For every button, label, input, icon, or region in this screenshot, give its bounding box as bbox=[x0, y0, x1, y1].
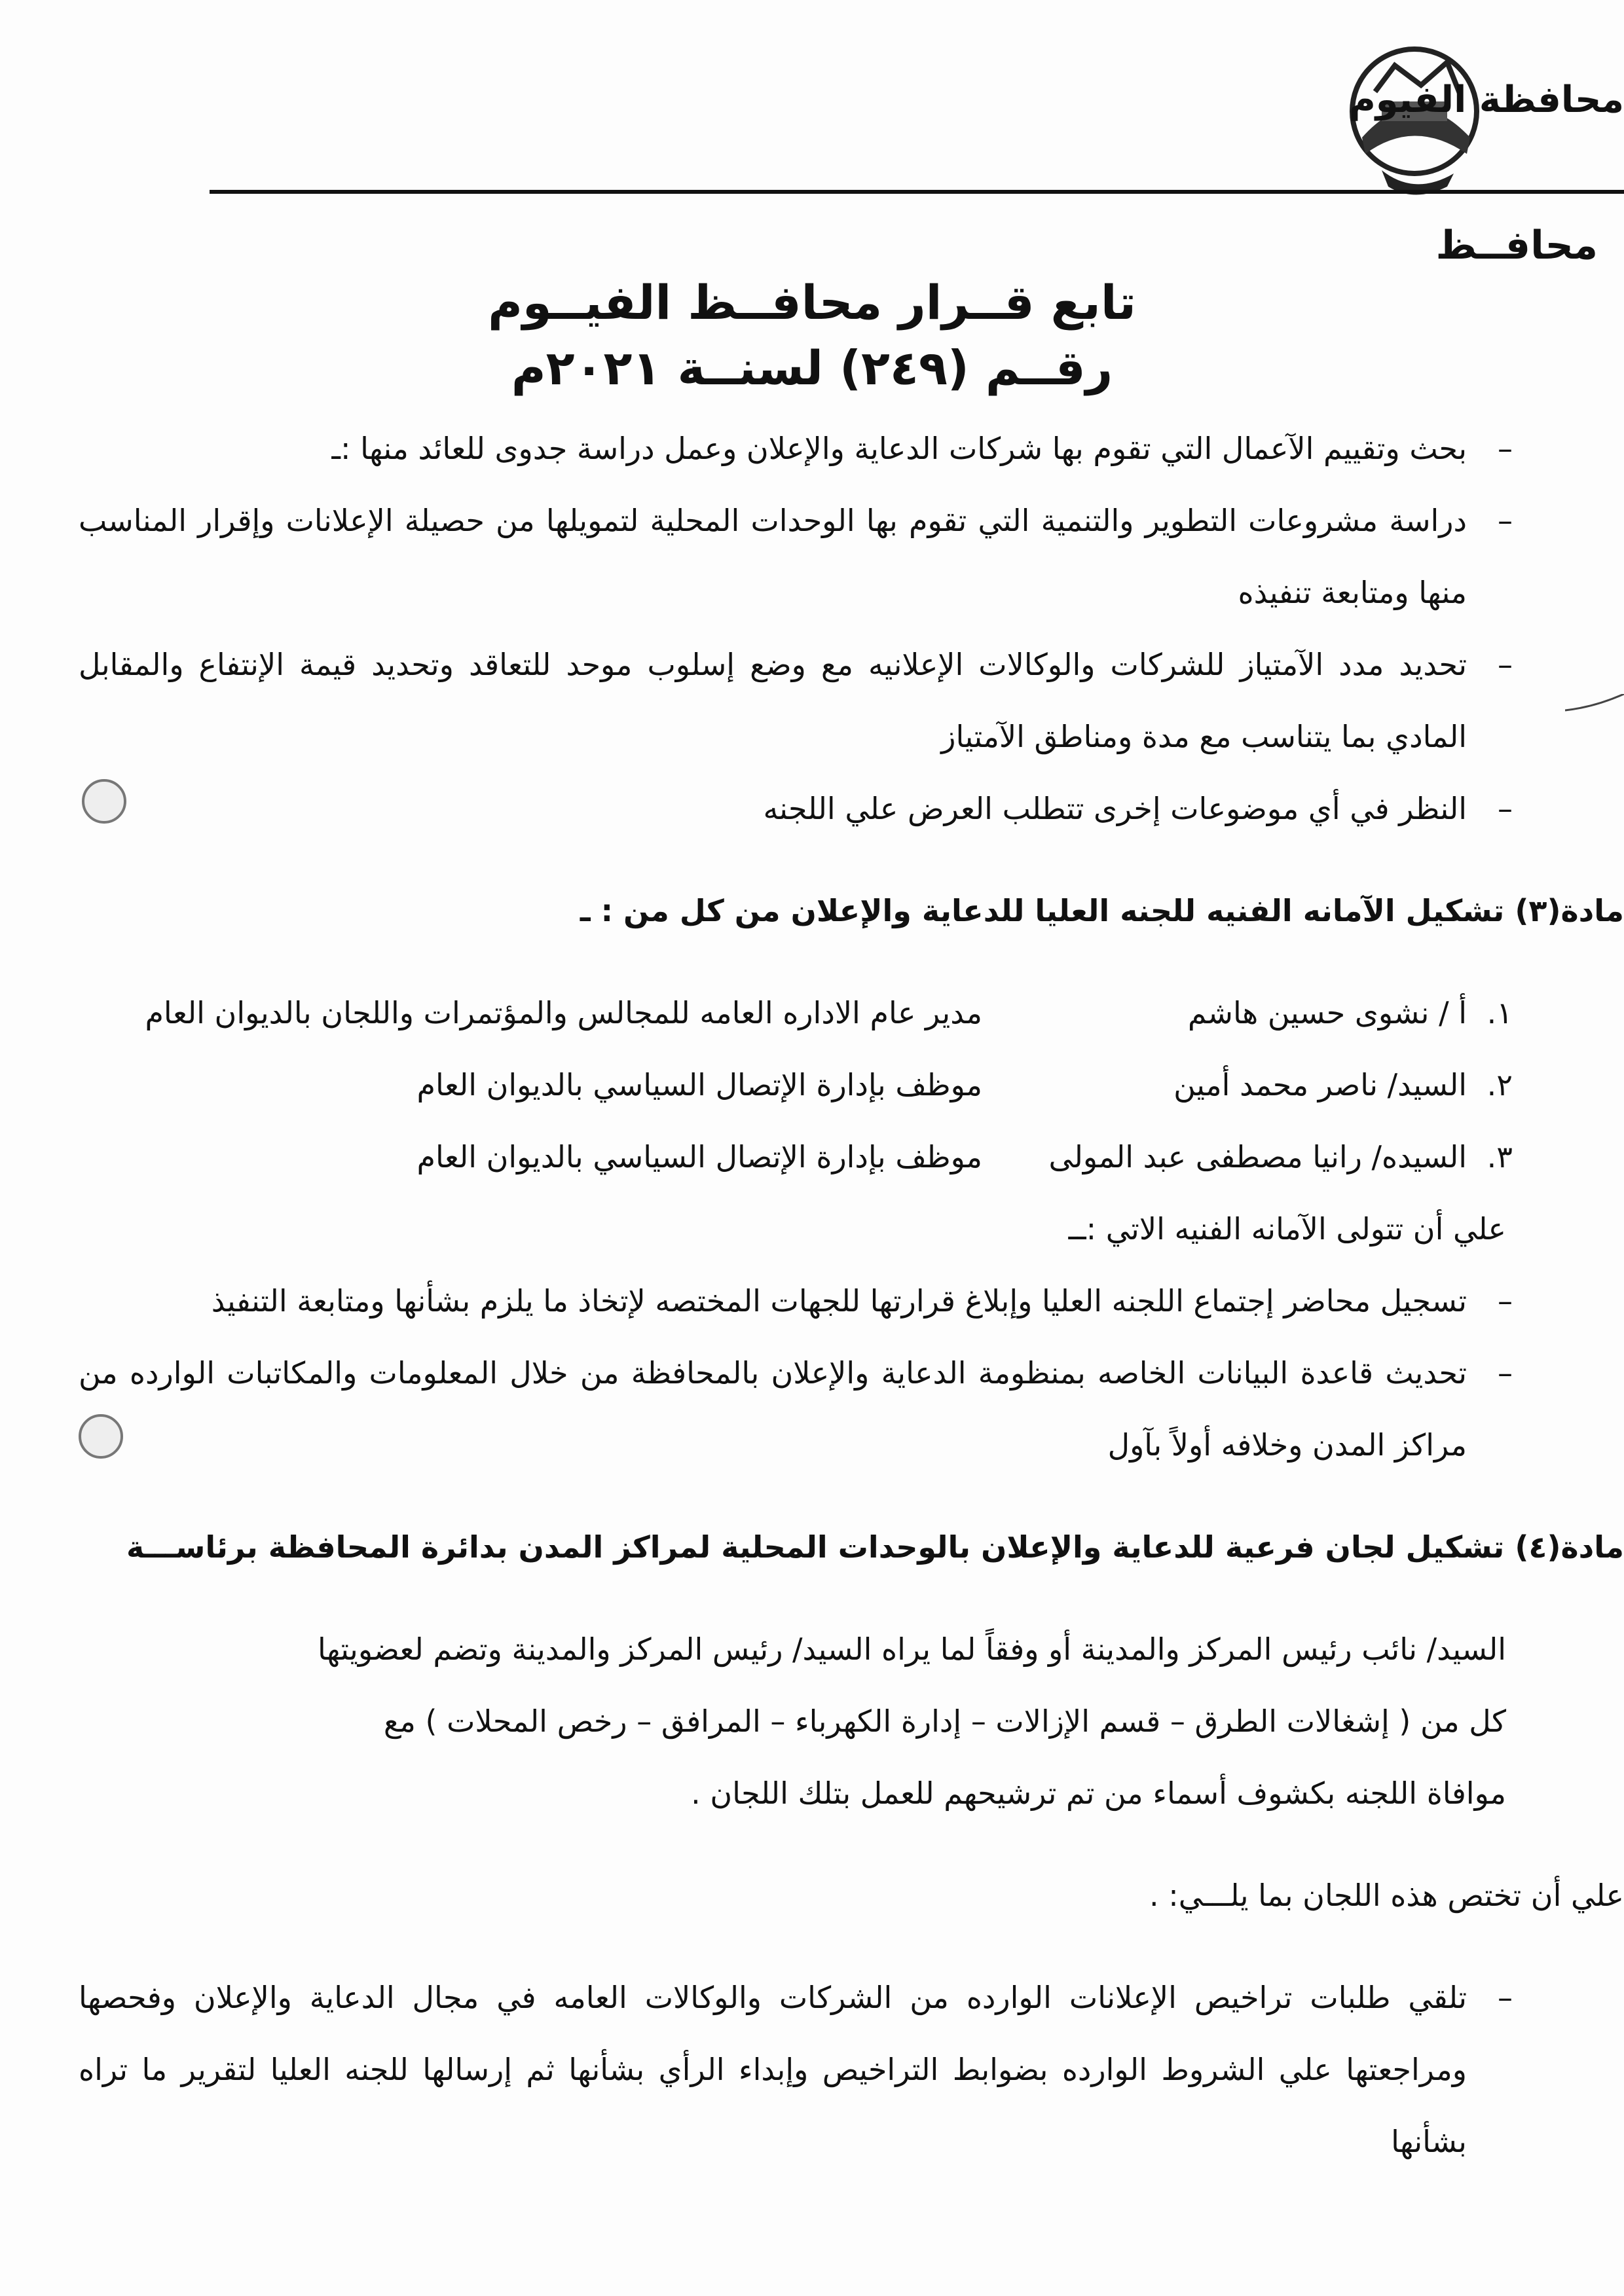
member-row bbox=[79, 1049, 1513, 1121]
item-text: دراسة مشروعات التطوير والتنمية التي تقوم بها الوحدات المحلية لتمويلها من حصيلة الإعلانات وإقرار المناسب منها ومتابعة تنفيذه bbox=[79, 503, 1467, 610]
bullet-dash: – bbox=[1498, 1283, 1513, 1319]
item-text: النظر في أي موضوعات إخرى تتطلب العرض علي اللجنه bbox=[763, 791, 1467, 826]
list-item bbox=[79, 1265, 1513, 1337]
bullet-dash: – bbox=[1498, 791, 1513, 826]
governor-label: محافــظ bbox=[1435, 223, 1598, 268]
item-text: تسجيل محاضر إجتماع اللجنه العليا وإبلاغ قرارتها للجهات المختصه لإتخاذ ما يلزم بشأنها ومتابعة التنفيذ bbox=[211, 1283, 1467, 1319]
bullet-dash: – bbox=[1498, 1355, 1513, 1391]
item-text: تحديث قاعدة البيانات الخاصه بمنظومة الدعاية والإعلان بالمحافظة من خلال المعلومات والمكاتبات الوارده من مراكز المدن وخلافه أولاً بآول bbox=[79, 1355, 1467, 1463]
member-number: ١. bbox=[1486, 995, 1513, 1030]
list-item bbox=[79, 773, 1513, 845]
bullet-dash: – bbox=[1498, 503, 1513, 538]
member-title: موظف بإدارة الإتصال السياسي بالديوان العام bbox=[416, 1067, 982, 1102]
member-name: أ / نشوى حسين هاشم bbox=[1187, 995, 1467, 1030]
article-4-text: موافاة اللجنه بكشوف أسماء من تم ترشيحهم للعمل بتلك اللجان . bbox=[691, 1776, 1506, 1811]
decree-title: تابع قــرار محافــظ الفيــوم bbox=[488, 275, 1136, 330]
header-rule bbox=[210, 190, 1624, 194]
member-number: ٣. bbox=[1486, 1139, 1513, 1175]
item-text: تلقي طلبات تراخيص الإعلانات الوارده من الشركات والوكالات العامه في مجال الدعاية والإعلان وفحصها ومراجعتها علي الشروط الوارده بضوابط التراخيص وإبداء الرأي بشأنها ثم إرسالها للجنه العليا لتقرير ما تراه بشأنها bbox=[79, 1980, 1467, 2159]
article-4-text: كل من ( إشغالات الطرق – قسم الإزالات – إدارة الكهرباء – المرافق – رخص المحلات ) مع bbox=[383, 1704, 1506, 1739]
bullet-dash: – bbox=[1498, 647, 1513, 682]
member-number: ٢. bbox=[1486, 1067, 1513, 1102]
item-text: بحث وتقييم الآعمال التي تقوم بها شركات الدعاية والإعلان وعمل دراسة جدوى للعائد منها :ـ bbox=[331, 431, 1467, 466]
member-title: مدير عام الاداره العامه للمجالس والمؤتمرات واللجان بالديوان العام bbox=[145, 995, 982, 1030]
list-item bbox=[79, 629, 1513, 773]
governorate-name: محافظة الفيوم bbox=[1348, 79, 1624, 121]
decree-body bbox=[79, 412, 1624, 2178]
member-name: السيد/ ناصر محمد أمين bbox=[1173, 1067, 1467, 1102]
member-row bbox=[79, 977, 1513, 1049]
bullet-dash: – bbox=[1498, 431, 1513, 466]
article-4-text: السيد/ نائب رئيس المركز والمدينة أو وفقاً لما يراه السيد/ رئيس المركز والمدينة وتضم لعضويتها bbox=[317, 1631, 1506, 1667]
list-item bbox=[79, 1337, 1513, 1481]
pen-mark-icon bbox=[1565, 694, 1624, 714]
bullet-dash: – bbox=[1498, 1980, 1513, 2015]
article-3-heading: مادة(٣) تشكيل الآمانه الفنيه للجنه العليا للدعاية والإعلان من كل من : ـ bbox=[580, 893, 1624, 928]
item-text: تحديد مدد الآمتياز للشركات والوكالات الإعلانيه مع وضع إسلوب موحد للتعاقد وتحديد قيمة الإنتفاع والمقابل المادي بما يتناسب مع مدة ومناطق الآمتياز bbox=[79, 647, 1467, 754]
member-name: السيده/ رانيا مصطفى عبد المولى bbox=[1048, 1139, 1467, 1175]
member-row bbox=[79, 1121, 1513, 1193]
list-item bbox=[79, 412, 1513, 484]
duties-heading: علي أن تتولى الآمانه الفنيه الاتي :ــ bbox=[1068, 1211, 1506, 1247]
list-item bbox=[79, 484, 1513, 629]
list-item bbox=[79, 1961, 1513, 2178]
duties-heading: علي أن تختص هذه اللجان بما يلـــي: . bbox=[1149, 1878, 1624, 1913]
member-title: موظف بإدارة الإتصال السياسي بالديوان العام bbox=[416, 1139, 982, 1175]
article-4-heading: مادة(٤) تشكيل لجان فرعية للدعاية والإعلان بالوحدات المحلية لمراكز المدن بدائرة المحافظة برئاســـة bbox=[126, 1529, 1624, 1565]
decree-number: رقــم (٢٤٩) لسنــة ٢٠٢١م bbox=[511, 340, 1113, 395]
